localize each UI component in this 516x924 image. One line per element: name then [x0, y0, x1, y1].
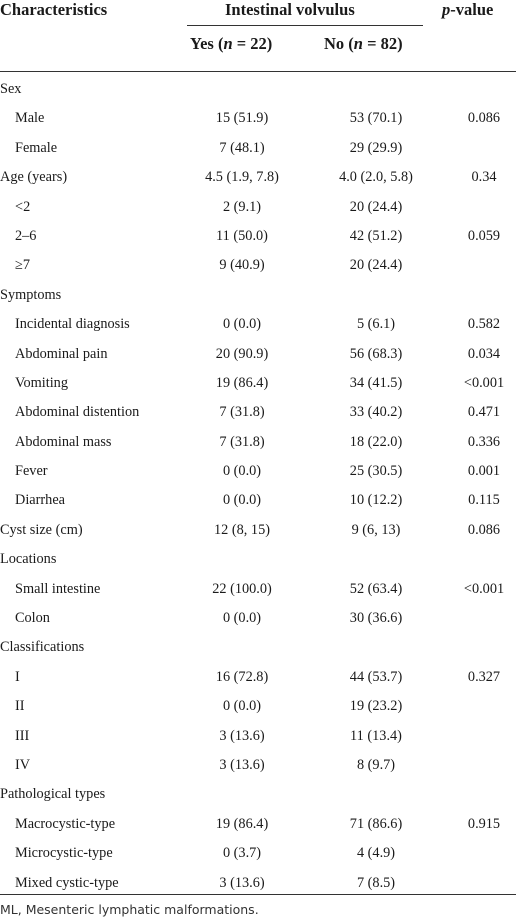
- cell-no: 30 (36.6): [349, 610, 403, 627]
- cell-p-value: 0.115: [468, 492, 500, 509]
- table-row: [0, 73, 516, 102]
- cell-yes: 22 (100.0): [212, 580, 272, 597]
- table-row: [0, 484, 516, 513]
- cell-no: 18 (22.0): [349, 433, 403, 450]
- cell-p-value: 0.582: [467, 316, 501, 333]
- cell-p-value: 0.001: [467, 463, 501, 480]
- cell-no: 10 (12.2): [349, 492, 403, 509]
- cell-yes: 0 (0.0): [222, 492, 262, 509]
- cell-yes: 16 (72.8): [215, 668, 269, 685]
- row-label: 2–6: [15, 227, 37, 244]
- table-row: [0, 867, 516, 896]
- cell-yes: 0 (0.0): [222, 698, 262, 715]
- row-label: Microcystic-type: [15, 845, 113, 862]
- cell-p-value: 0.327: [467, 668, 501, 685]
- table-row: [0, 426, 516, 455]
- table-row: [0, 749, 516, 778]
- row-label: ≥7: [15, 257, 30, 274]
- row-label: Sex: [0, 81, 22, 97]
- row-label: IV: [15, 756, 31, 773]
- header-characteristics: Characteristics: [0, 0, 108, 19]
- cell-yes: 11 (50.0): [216, 227, 268, 244]
- cell-no: 25 (30.5): [349, 463, 403, 480]
- cell-no: 8 (9.7): [356, 756, 396, 773]
- row-label: Locations: [0, 551, 57, 568]
- cell-yes: 7 (31.8): [219, 433, 265, 450]
- cell-no: 20 (24.4): [349, 198, 403, 215]
- cell-yes: 0 (0.0): [222, 463, 262, 480]
- table-row: [0, 837, 516, 866]
- row-label: Macrocystic-type: [15, 815, 116, 832]
- row-label: II: [15, 698, 25, 715]
- table-footnote: ML, Mesenteric lymphatic malformations.: [0, 902, 259, 917]
- cell-yes: 19 (86.4): [215, 374, 269, 391]
- table-row: [0, 308, 516, 337]
- cell-p-value: 0.086: [467, 521, 501, 538]
- cell-p-value: 0.471: [467, 404, 501, 421]
- header-no: [324, 34, 403, 54]
- row-label: Abdominal pain: [15, 345, 108, 362]
- cell-no: 53 (70.1): [349, 110, 403, 127]
- row-label: I: [15, 668, 20, 685]
- header-yes-n: n: [223, 34, 233, 53]
- row-label: Pathological types: [0, 786, 106, 803]
- table-row: [0, 279, 516, 308]
- header-yes-prefix: Yes (: [190, 34, 224, 53]
- cell-yes: 9 (40.9): [219, 257, 265, 274]
- cell-yes: 0 (3.7): [222, 845, 262, 862]
- table-row: [0, 661, 516, 690]
- header-no-suffix: = 82): [362, 34, 403, 53]
- row-label: Diarrhea: [15, 492, 66, 509]
- cell-no: 56 (68.3): [349, 345, 403, 362]
- table-row: [0, 367, 516, 396]
- cell-p-value: 0.059: [467, 227, 501, 244]
- header-p-value: [442, 0, 493, 20]
- table-row: [0, 132, 516, 161]
- table-row: [0, 161, 516, 190]
- table-row: [0, 808, 516, 837]
- cell-yes: 7 (48.1): [219, 139, 265, 156]
- table-row: [0, 102, 516, 131]
- cell-no: 4 (4.9): [356, 845, 396, 862]
- cell-yes: 3 (13.6): [219, 874, 265, 891]
- table-row: [0, 720, 516, 749]
- group-header-rule: [187, 25, 423, 26]
- cell-no: 29 (29.9): [349, 139, 403, 156]
- table-row: [0, 249, 516, 278]
- cell-no: 42 (51.2): [349, 227, 403, 244]
- cell-no: 4.0 (2.0, 5.8): [339, 169, 413, 186]
- cell-no: 9 (6, 13): [351, 521, 401, 538]
- header-no-prefix: No (: [324, 34, 354, 53]
- row-label: Classifications: [0, 639, 85, 656]
- row-label: Fever: [15, 463, 48, 480]
- cell-no: 5 (6.1): [356, 316, 396, 333]
- row-label: Female: [15, 139, 58, 156]
- table-row: [0, 631, 516, 660]
- cell-yes: 0 (0.0): [222, 610, 262, 627]
- cell-no: 71 (86.6): [349, 815, 403, 832]
- table-bottom-rule: [0, 894, 516, 895]
- table-row: [0, 543, 516, 572]
- table-row: [0, 396, 516, 425]
- cell-no: 7 (8.5): [356, 874, 396, 891]
- cell-p-value: 0.034: [467, 345, 501, 362]
- cell-p-value: 0.086: [467, 110, 501, 127]
- row-label: III: [15, 727, 30, 744]
- cell-yes: 12 (8, 15): [214, 521, 270, 538]
- cell-yes: 7 (31.8): [219, 404, 265, 421]
- row-label: Abdominal mass: [15, 433, 112, 450]
- cell-no: 20 (24.4): [349, 257, 403, 274]
- table-row: [0, 455, 516, 484]
- row-label: Vomiting: [15, 374, 68, 391]
- cell-no: 34 (41.5): [349, 374, 403, 391]
- row-label: Abdominal distention: [15, 404, 140, 421]
- row-label: Symptoms: [0, 286, 62, 303]
- header-yes: [190, 34, 272, 54]
- table-row: [0, 602, 516, 631]
- cell-p-value: 0.34: [471, 169, 497, 186]
- cell-no: 33 (40.2): [349, 404, 403, 421]
- row-label: Colon: [15, 610, 50, 627]
- cell-yes: 20 (90.9): [215, 345, 269, 362]
- row-label: Incidental diagnosis: [15, 316, 130, 333]
- cell-yes: 0 (0.0): [222, 316, 262, 333]
- header-p-suffix: -value: [450, 0, 494, 19]
- table-row: [0, 514, 516, 543]
- table-row: [0, 778, 516, 807]
- cell-yes: 3 (13.6): [219, 727, 265, 744]
- table-row: [0, 573, 516, 602]
- cell-yes: 15 (51.9): [215, 110, 269, 127]
- cell-no: 19 (23.2): [349, 698, 403, 715]
- cell-no: 52 (63.4): [349, 580, 403, 597]
- cell-no: 44 (53.7): [349, 668, 403, 685]
- table-body: [0, 73, 516, 896]
- header-yes-suffix: = 22): [232, 34, 273, 53]
- row-label: Age (years): [0, 169, 68, 186]
- row-label: Male: [15, 110, 45, 127]
- table-row: [0, 220, 516, 249]
- table-row: [0, 690, 516, 719]
- cell-p-value: 0.915: [467, 815, 501, 832]
- cell-yes: 2 (9.1): [222, 198, 262, 215]
- cell-no: 11 (13.4): [350, 727, 402, 744]
- header-p-italic: p: [442, 0, 451, 19]
- table-row: [0, 191, 516, 220]
- table-row: [0, 338, 516, 367]
- cell-p-value: <0.001: [463, 580, 505, 597]
- cell-yes: 4.5 (1.9, 7.8): [205, 169, 279, 186]
- cell-p-value: 0.336: [467, 433, 501, 450]
- row-label: Small intestine: [15, 580, 101, 597]
- cell-yes: 3 (13.6): [219, 756, 265, 773]
- cell-p-value: <0.001: [463, 374, 505, 391]
- header-intestinal-volvulus: Intestinal volvulus: [225, 0, 355, 19]
- row-label: Cyst size (cm): [0, 521, 83, 538]
- cell-yes: 19 (86.4): [215, 815, 269, 832]
- row-label: Mixed cystic-type: [15, 874, 119, 891]
- header-no-n: n: [353, 34, 363, 53]
- row-label: <2: [15, 198, 31, 215]
